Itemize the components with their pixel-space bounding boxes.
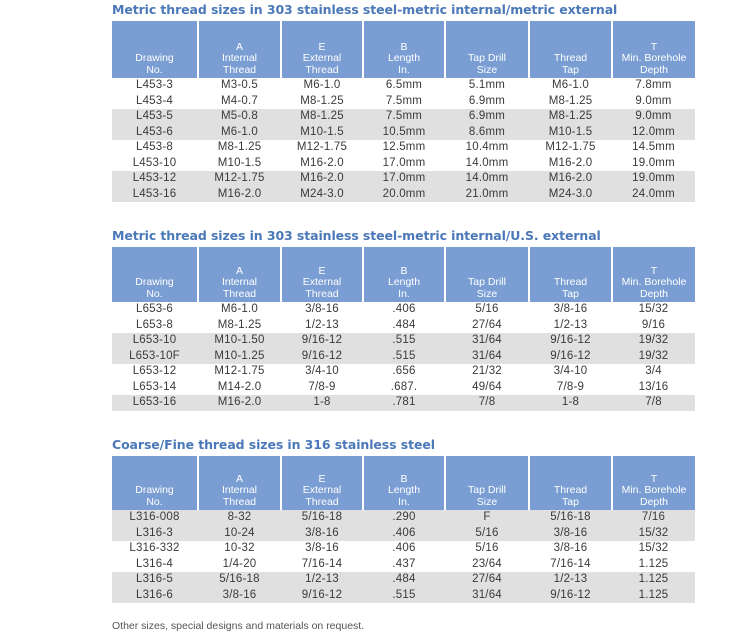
table-cell: 20.0mm	[363, 187, 445, 203]
column-header	[112, 247, 198, 302]
column-header	[281, 21, 363, 78]
table-cell: M16-2.0	[300, 156, 344, 169]
column-header-line: A	[235, 40, 243, 53]
table-cell: 3/4	[645, 365, 662, 377]
table-cell: 31/64	[445, 333, 529, 349]
table-cell: 1.125	[612, 572, 695, 588]
table-cell: 1/2-13	[305, 318, 339, 331]
column-header	[112, 21, 198, 78]
table-cell: M8-1.25	[529, 109, 612, 125]
table-cell: 10.4mm	[465, 141, 509, 153]
column-header-line: Min. Borehole	[621, 484, 687, 496]
column-header	[281, 247, 363, 302]
table-cell: M8-1.25	[217, 141, 262, 153]
table-cell: .515	[363, 588, 445, 604]
table-row	[112, 140, 695, 156]
column-header-line: Size	[476, 63, 498, 76]
table-cell: 5/16-18	[529, 510, 612, 526]
column-header-line: T	[650, 40, 658, 53]
table-cell: 1-8	[529, 395, 612, 411]
table-cell: 19/32	[612, 349, 695, 365]
column-header-line: Tap Drill	[468, 484, 506, 496]
column-header	[612, 456, 695, 510]
table-cell: 19.0mm	[632, 156, 675, 169]
table-cell: L316-6	[112, 588, 198, 604]
table-cell: 3/4-10	[553, 365, 588, 377]
column-header-line: Tap	[562, 495, 579, 508]
table-row	[112, 380, 695, 396]
table-cell: 5/16	[445, 526, 529, 542]
table-cell: 15/32	[612, 526, 695, 542]
table-cell: 12.5mm	[382, 141, 426, 153]
table-cell: M6-1.0	[303, 79, 341, 91]
column-header-line: Drawing	[135, 276, 174, 288]
header-row	[112, 247, 695, 302]
table-row	[112, 572, 695, 588]
column-header	[363, 456, 445, 510]
column-header	[529, 247, 612, 302]
table-cell: 1.125	[612, 588, 695, 604]
table-cell: .406	[392, 303, 416, 315]
column-header-line: E	[318, 264, 326, 277]
table-cell: 3/8-16	[198, 588, 281, 604]
table-row	[112, 156, 695, 172]
table-cell: 1.125	[638, 557, 669, 570]
table-row	[112, 364, 695, 380]
table-cell: 14.5mm	[632, 141, 675, 153]
table-cell: M12-1.75	[296, 141, 348, 153]
column-header-line: Depth	[639, 495, 669, 508]
column-header-line: Thread	[222, 63, 257, 76]
table-cell: M24-3.0	[281, 187, 363, 203]
column-header-line: Tap	[562, 287, 579, 300]
table-cell: .406	[363, 526, 445, 542]
table-cell: 27/64	[445, 572, 529, 588]
specs-table	[112, 21, 696, 202]
header-row	[112, 21, 695, 78]
table-cell: L653-6	[135, 303, 173, 315]
column-header-line: Size	[476, 495, 498, 508]
table-section-coarse-fine	[112, 437, 695, 603]
section-title: Coarse/Fine thread sizes in 316 stainless steel	[112, 437, 435, 452]
column-header-line: Length	[387, 484, 421, 496]
column-header-line: Min. Borehole	[621, 52, 687, 64]
column-header	[198, 247, 281, 302]
table-cell: 9/16-12	[281, 333, 363, 349]
table-cell: 9/16-12	[281, 588, 363, 604]
table-cell: .515	[363, 333, 445, 349]
table-cell: 9/16-12	[529, 588, 612, 604]
table-cell: 1/2-13	[553, 318, 588, 331]
table-cell: 21/32	[472, 365, 502, 377]
table-cell: M16-2.0	[198, 187, 281, 203]
table-row	[112, 333, 695, 349]
table-cell: 9/16-12	[281, 349, 363, 365]
table-cell: M10-1.25	[198, 349, 281, 365]
table-cell: 3/8-16	[305, 303, 339, 315]
header-row	[112, 456, 695, 510]
column-header	[363, 21, 445, 78]
table-cell: L453-5	[112, 109, 198, 125]
table-cell: 6.9mm	[445, 109, 529, 125]
table-cell: .484	[392, 318, 416, 331]
table-cell: 14.0mm	[465, 156, 509, 169]
table-row	[112, 109, 695, 125]
table-cell: L316-3	[112, 526, 198, 542]
column-header	[445, 456, 529, 510]
column-header-line: Thread	[553, 276, 588, 288]
column-header	[612, 21, 695, 78]
table-cell: M16-2.0	[198, 395, 281, 411]
column-header-line: Internal	[221, 484, 258, 496]
table-cell: .781	[363, 395, 445, 411]
table-cell: 49/64	[472, 380, 502, 393]
column-header-line: E	[318, 40, 326, 53]
table-cell: M12-1.75	[545, 141, 596, 153]
column-header-line: Thread	[222, 287, 257, 300]
column-header-line: Internal	[221, 276, 258, 288]
table-cell: M3-0.5	[221, 79, 258, 91]
table-cell: M10-1.5	[281, 125, 363, 141]
table-cell: 31/64	[445, 588, 529, 604]
table-cell: 1/2-13	[281, 572, 363, 588]
table-cell: 9/16-12	[529, 333, 612, 349]
table-cell: 7/8	[612, 395, 695, 411]
column-header-line: B	[400, 40, 408, 53]
table-row	[112, 187, 695, 203]
column-header-line: Tap Drill	[468, 52, 506, 64]
table-cell: 9/16	[641, 318, 666, 331]
column-header-line: Thread	[553, 52, 588, 64]
column-header	[198, 456, 281, 510]
table-cell: 1-8	[281, 395, 363, 411]
table-cell: 7/8	[445, 395, 529, 411]
table-row	[112, 557, 695, 573]
table-cell: 7.5mm	[385, 94, 423, 107]
column-header-line: Depth	[639, 287, 669, 300]
table-row	[112, 94, 695, 110]
table-cell: 3/8-16	[305, 542, 339, 554]
table-cell: M10-1.5	[217, 156, 262, 169]
table-cell: M8-1.25	[281, 109, 363, 125]
table-cell: L653-10F	[112, 349, 198, 365]
table-cell: 7.5mm	[363, 109, 445, 125]
column-header-line: Thread	[222, 495, 257, 508]
table-row	[112, 171, 695, 187]
table-cell: 10-24	[198, 526, 281, 542]
table-cell: 17.0mm	[363, 171, 445, 187]
table-row	[112, 125, 695, 141]
table-cell: L316-5	[112, 572, 198, 588]
table-cell: 10-32	[224, 542, 255, 554]
table-cell: L316-008	[112, 510, 198, 526]
column-header-line: Tap Drill	[468, 276, 506, 288]
table-cell: L453-3	[135, 79, 173, 91]
table-cell: 19.0mm	[612, 171, 695, 187]
table-cell: F	[445, 510, 529, 526]
column-header-line: Length	[387, 276, 421, 288]
table-cell: 15/32	[638, 542, 669, 554]
table-cell: 1/4-20	[222, 557, 257, 570]
table-section-metric-us	[112, 228, 695, 411]
column-header-line: Drawing	[135, 484, 174, 496]
column-header-line: E	[318, 472, 326, 485]
column-header-line: A	[235, 472, 243, 485]
table-row	[112, 78, 695, 94]
table-row	[112, 349, 695, 365]
table-cell: 7.8mm	[635, 79, 672, 91]
table-row	[112, 541, 695, 557]
table-cell: M8-1.25	[300, 94, 344, 107]
column-header-line: In.	[398, 287, 410, 300]
table-cell: 3/8-16	[529, 526, 612, 542]
table-cell: 27/64	[472, 318, 502, 331]
table-cell: M6-1.0	[552, 79, 589, 91]
table-cell: .656	[392, 365, 416, 377]
column-header-line: No.	[146, 63, 163, 76]
table-cell: 9/16-12	[529, 349, 612, 365]
column-header-line: Thread	[553, 484, 588, 496]
table-cell: M16-2.0	[529, 171, 612, 187]
table-cell: 8.6mm	[445, 125, 529, 141]
table-cell: 12.0mm	[612, 125, 695, 141]
table-cell: L653-10	[112, 333, 198, 349]
table-cell: L653-12	[132, 365, 177, 377]
table-cell: L653-16	[112, 395, 198, 411]
table-cell: 5/16	[475, 303, 499, 315]
column-header	[112, 456, 198, 510]
column-header	[529, 21, 612, 78]
table-cell: .687.	[390, 380, 418, 393]
table-row	[112, 510, 695, 526]
table-cell: 21.0mm	[445, 187, 529, 203]
table-cell: 14.0mm	[445, 171, 529, 187]
table-cell: 17.0mm	[382, 156, 426, 169]
column-header	[529, 456, 612, 510]
column-header-line: Depth	[639, 63, 669, 76]
table-cell: L316-332	[129, 542, 180, 554]
table-cell: 9.0mm	[612, 109, 695, 125]
table-cell: L453-16	[112, 187, 198, 203]
column-header-line: No.	[146, 287, 163, 300]
table-cell: 6.5mm	[385, 79, 423, 91]
table-cell: 13/16	[638, 380, 669, 393]
table-cell: .437	[392, 557, 416, 570]
table-cell: 23/64	[472, 557, 502, 570]
table-section-metric-metric	[112, 2, 695, 202]
table-cell: M8-1.25	[217, 318, 262, 331]
table-cell: 24.0mm	[612, 187, 695, 203]
column-header-line: B	[400, 472, 408, 485]
column-header-line: In.	[398, 63, 410, 76]
specs-table	[112, 456, 696, 603]
table-cell: 19/32	[612, 333, 695, 349]
table-cell: 9.0mm	[635, 94, 672, 107]
column-header-line: External	[302, 484, 342, 496]
column-header	[363, 247, 445, 302]
table-cell: M16-2.0	[548, 156, 593, 169]
table-cell: L453-12	[112, 171, 198, 187]
table-cell: 1/2-13	[529, 572, 612, 588]
section-title: Metric thread sizes in 303 stainless steel-metric internal/metric external	[112, 2, 618, 17]
table-cell: M24-3.0	[529, 187, 612, 203]
table-row	[112, 588, 695, 604]
table-cell: 6.9mm	[468, 94, 506, 107]
table-cell: M10-1.5	[529, 125, 612, 141]
table-row	[112, 318, 695, 334]
table-cell: .515	[363, 349, 445, 365]
table-cell: L653-14	[132, 380, 177, 393]
table-row	[112, 395, 695, 411]
column-header-line: Thread	[305, 287, 339, 300]
table-cell: M10-1.50	[198, 333, 281, 349]
column-header-line: T	[650, 264, 658, 277]
table-cell: L653-8	[135, 318, 173, 331]
column-header-line: Drawing	[135, 52, 174, 64]
table-cell: 3/8-16	[553, 303, 588, 315]
table-cell: L453-10	[132, 156, 177, 169]
table-cell: 5/16-18	[198, 572, 281, 588]
column-header	[445, 247, 529, 302]
table-cell: M8-1.25	[548, 94, 593, 107]
column-header	[198, 21, 281, 78]
table-cell: 7/16-14	[550, 557, 591, 570]
column-header-line: T	[650, 472, 658, 485]
table-cell: M12-1.75	[198, 171, 281, 187]
table-cell: 7/16-14	[301, 557, 343, 570]
table-cell: 5.1mm	[468, 79, 506, 91]
table-cell: M4-0.7	[221, 94, 258, 107]
table-cell: .290	[363, 510, 445, 526]
table-cell: M16-2.0	[281, 171, 363, 187]
table-cell: 7/16	[612, 510, 695, 526]
footnote: Other sizes, special designs and materials on request.	[112, 620, 365, 632]
table-cell: .406	[392, 542, 416, 554]
column-header	[612, 247, 695, 302]
column-header-line: In.	[398, 495, 410, 508]
table-cell: 15/32	[638, 303, 669, 315]
column-header-line: Length	[387, 52, 421, 64]
table-cell: .484	[363, 572, 445, 588]
table-cell: L453-8	[135, 141, 173, 153]
table-cell: M6-1.0	[198, 125, 281, 141]
table-cell: M6-1.0	[221, 303, 258, 315]
table-cell: M5-0.8	[198, 109, 281, 125]
table-row	[112, 526, 695, 542]
table-cell: M14-2.0	[217, 380, 262, 393]
table-cell: M12-1.75	[214, 365, 265, 377]
column-header-line: External	[302, 52, 342, 64]
specs-table	[112, 247, 696, 411]
column-header-line: Thread	[305, 495, 339, 508]
table-row	[112, 302, 695, 318]
column-header-line: B	[400, 264, 408, 277]
section-title: Metric thread sizes in 303 stainless steel-metric internal/U.S. external	[112, 228, 601, 243]
table-cell: 5/16	[475, 542, 499, 554]
table-cell: 3/8-16	[553, 542, 588, 554]
table-cell: 10.5mm	[363, 125, 445, 141]
column-header-line: Min. Borehole	[621, 276, 687, 288]
table-cell: 5/16-18	[281, 510, 363, 526]
column-header-line: Tap	[562, 63, 579, 76]
column-header-line: Internal	[221, 52, 258, 64]
table-cell: 3/4-10	[305, 365, 339, 377]
table-cell: 3/8-16	[281, 526, 363, 542]
column-header-line: No.	[146, 495, 163, 508]
table-cell: 7/8-9	[556, 380, 585, 393]
table-cell: L453-4	[135, 94, 173, 107]
table-cell: 31/64	[445, 349, 529, 365]
column-header	[281, 456, 363, 510]
table-cell: 7/8-9	[308, 380, 336, 393]
column-header-line: External	[302, 276, 342, 288]
column-header	[445, 21, 529, 78]
table-cell: L316-4	[135, 557, 173, 570]
column-header-line: Thread	[305, 63, 339, 76]
table-cell: L453-6	[112, 125, 198, 141]
column-header-line: Size	[476, 287, 498, 300]
table-cell: 8-32	[198, 510, 281, 526]
column-header-line: A	[235, 264, 243, 277]
